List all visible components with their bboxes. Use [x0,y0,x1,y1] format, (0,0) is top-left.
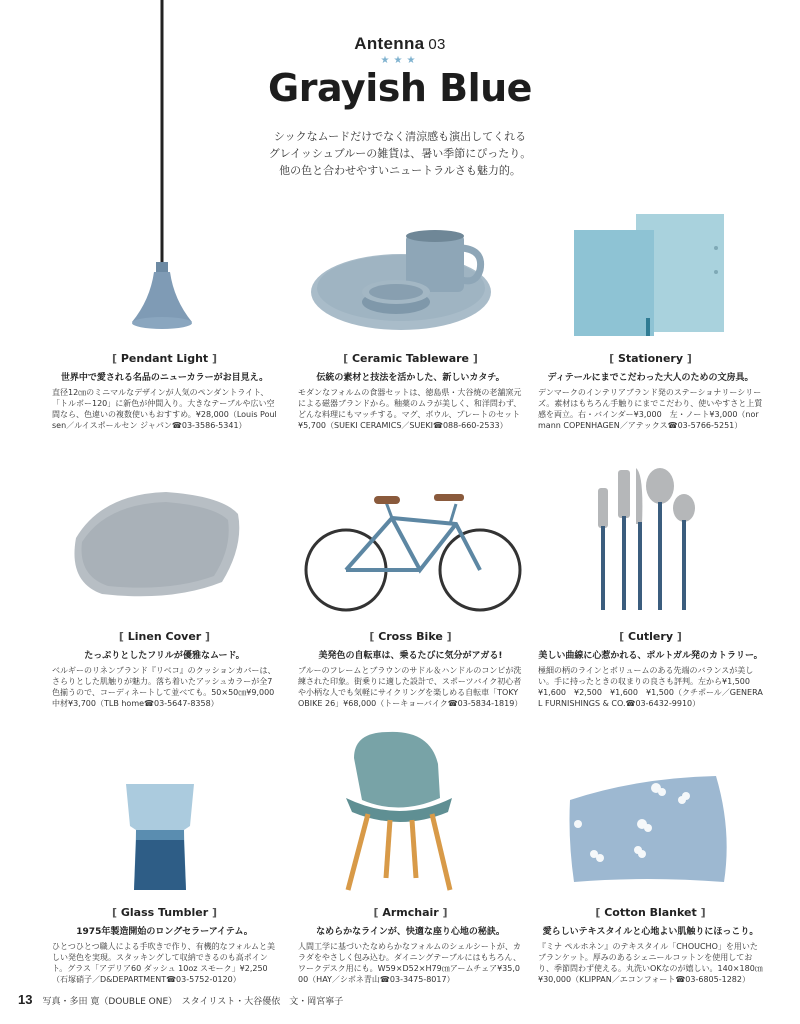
product-tagline: 美発色の自転車は、乗るたびに気分がアガる! [318,651,503,661]
ceramic-tableware-image [308,222,498,337]
category-name: Cotton Blanket [604,906,697,919]
series-name: Antenna [354,34,425,53]
stationery-image [568,208,733,338]
series-number: 03 [428,36,446,53]
product-glass-tumbler [52,906,277,985]
category-label: [ Cotton Blanket ] [595,906,706,919]
armchair-image [340,728,460,896]
stars-ornament: ★★★ [380,55,420,66]
category-name: Linen Cover [127,630,202,643]
product-description: 人間工学に基づいたなめらかなフォルムのシェルシートが、カラダをやさしく包み込む。ダイニングテーブルにはもちろん、ワークデスク用にも。W59×D52×H79㎝アームチェア¥35,000（HAY／シボネ青山☎03-3475-8017） [298,942,522,984]
pendant-light-image [120,0,210,340]
cotton-blanket-image [566,770,736,888]
product-linen-cover [52,630,283,709]
category-label: [ Armchair ] [373,906,448,919]
category-label: [ Cutlery ] [619,630,682,643]
page-number: 13 [18,992,33,1007]
category-name: Armchair [382,906,439,919]
category-name: Glass Tumbler [120,906,209,919]
product-description: デンマークのインテリアブランド発のステーショナリーシリーズ。素材はもちろん手触りにまでこだわり、使いやすさと上質感を両立。右・バインダー¥3,000 左・ノート¥3,000（normann COPENHAGEN／アテックス☎03-5766-5251） [538,388,763,430]
glass-tumbler-image [120,780,200,895]
product-cross-bike [298,630,523,709]
product-description: ひとつひとつ職人による手吹きで作り、有機的なフォルムと美しい発色を実現。スタッキングして収納できるのも高ポイント。グラス「アデリア60 ダッシュ 10oz スモーク」¥2,250（石塚硝子／D&DEPARTMENT☎03-5752-0120） [52,942,275,984]
category-label: [ Pendant Light ] [111,352,218,365]
product-tagline: ディテールにまでこだわった大人のための文房具。 [547,373,754,383]
product-description: 直径12㎝のミニマルなデザインが人気のペンダントライト、「トルボー120」に新色が仲間入り。大きなテーブルや広い空間なら、色違いの複数使いもおすすめ。¥28,000（Louis Poulsen／ルイスポールセン ジャパン☎03-3586-5341） [52,388,277,430]
product-cutlery [538,630,763,709]
product-tagline: たっぷりとしたフリルが優雅なムード。 [84,651,245,661]
product-ceramic-tableware [298,352,523,431]
category-name: Cutlery [628,630,673,643]
category-label: [ Cross Bike ] [369,630,452,643]
product-tagline: なめらかなラインが、快適な座り心地の秘訣。 [316,927,505,937]
lead-line: シックなムードだけでなく清涼感も演出してくれる [273,130,527,143]
product-tagline: 1975年製造開始のロングセラーアイテム。 [76,927,253,937]
photo-credits: 写真・多田 寛（DOUBLE ONE） スタイリスト・大谷優依 文・岡宮寧子 [42,997,344,1007]
product-stationery [538,352,763,431]
product-description: ベルギーのリネンブランド『リベコ』のクッションカバーは、さらりとした肌触りが魅力。落ち着いたアッシュカラーが全7色揃うので、コーディネートして並べても。50×50㎝¥9,000 中材¥3,700（TLB home☎03-5647-8358） [52,666,283,708]
product-tagline: 愛らしいテキスタイルと心地よい肌触りにほっこり。 [542,927,759,937]
category-name: Cross Bike [378,630,443,643]
product-tagline: 伝統の素材と技法を活かした、新しいカタチ。 [316,373,505,383]
category-label: [ Ceramic Tableware ] [343,352,478,365]
product-description: ブルーのフレームとブラウンのサドル＆ハンドルのコンビが洗練された印象。街乗りに適した設計で、スポーツバイク初心者や小柄な人でも気軽にサイクリングを楽しめる自転車「TOKYOBIKE 26」¥68,000（トーキョーバイク☎03-5834-1819） [298,666,523,708]
page-footer [18,992,343,1007]
category-label: [ Linen Cover ] [118,630,211,643]
product-tagline: 美しい曲線に心惹かれる、ポルトガル発のカトラリー。 [538,651,763,661]
cutlery-image [590,464,700,614]
product-armchair [298,906,523,985]
lead-line: グレイッシュブルーの雑貨は、暑い季節にぴったり。 [268,147,532,160]
product-tagline: 世界中で愛される名品のニューカラーがお目見え。 [60,373,269,383]
linen-cover-image [62,486,248,606]
category-name: Ceramic Tableware [351,352,470,365]
category-name: Pendant Light [120,352,209,365]
cross-bike-image [300,488,526,614]
lead-line: 他の色と合わせやすいニュートラルさも魅力的。 [279,164,521,177]
category-label: [ Glass Tumbler ] [112,906,217,919]
category-label: [ Stationery ] [609,352,692,365]
product-cotton-blanket [538,906,763,985]
product-description: モダンなフォルムの食器セットは、徳島県・大谷焼の老舗窯元による磁器ブランドから。釉薬のムラが美しく、和洋問わず、どんな料理にもマッチする。マグ、ボウル、プレートのセット¥5,700（SUEKI CERAMICS／SUEKI☎088-660-2533） [298,388,522,430]
product-description: 極細の柄のラインとボリュームのある先端のバランスが美しい。手に持ったときの収まりの良さも評判。左から¥1,500 ¥1,600 ¥2,500 ¥1,600 ¥1,500（クチポール／GENERAL FURNISHINGS & CO.☎03-6432-9910） [538,666,763,708]
product-pendant-light [52,352,277,431]
category-name: Stationery [617,352,684,365]
product-description: 『ミナ ペルホネン』のテキスタイル「CHOUCHO」を用いたブランケット。厚みのあるシェニールコットンを使用しており、季節問わず使える。丸洗いOKなのが嬉しい。140×180㎝¥30,000（KLIPPAN／エコンフォート☎03-6805-1282） [538,942,763,984]
page-title: Grayish Blue [268,66,532,110]
